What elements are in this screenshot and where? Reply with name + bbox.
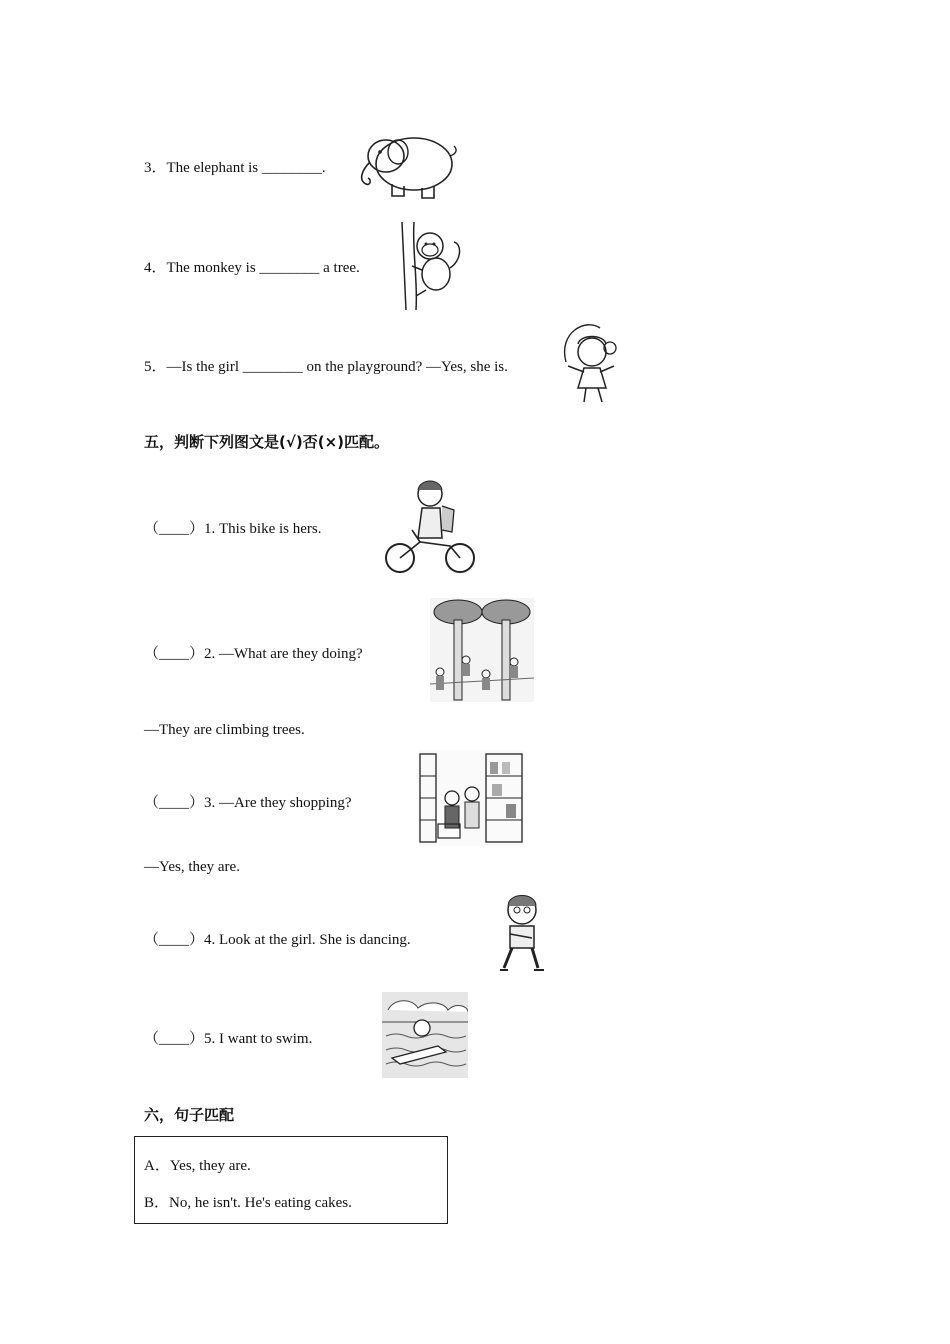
judge-item-5: （____）5. I want to swim. [144,1031,313,1047]
boy-dancing-illustration [496,890,554,978]
judge-item-4: （____）4. Look at the girl. She is dancing. [144,932,411,948]
children-shopping-illustration [418,750,524,846]
judge-item-1: （____）1. This bike is hers. [144,521,322,537]
option-b: B．No, he isn't. He's eating cakes. [144,1195,352,1211]
boy-riding-bike-illustration [384,476,476,576]
question-5: 5．—Is the girl ________ on the playground? —Yes, she is. [144,359,508,375]
section-6-heading: 六，句子匹配 [144,1106,235,1124]
question-4: 4．The monkey is ________ a tree. [144,260,360,276]
question-3: 3．The elephant is ________. [144,160,326,176]
children-climbing-trees-illustration [430,598,534,702]
elephant-illustration [352,130,460,202]
judge-item-3: （____）3. —Are they shopping? [144,795,352,811]
judge-item-3-answer: —Yes, they are. [144,859,240,875]
options-box [134,1136,448,1224]
boy-swimming-illustration [382,992,468,1078]
judge-item-2-answer: —They are climbing trees. [144,722,305,738]
option-a: A．Yes, they are. [144,1158,251,1174]
section-5-heading: 五，判断下列图文是(√)否(×)匹配。 [144,433,389,451]
monkey-illustration [396,220,464,312]
judge-item-2: （____）2. —What are they doing? [144,646,363,662]
girl-skipping-rope-illustration [556,322,622,408]
